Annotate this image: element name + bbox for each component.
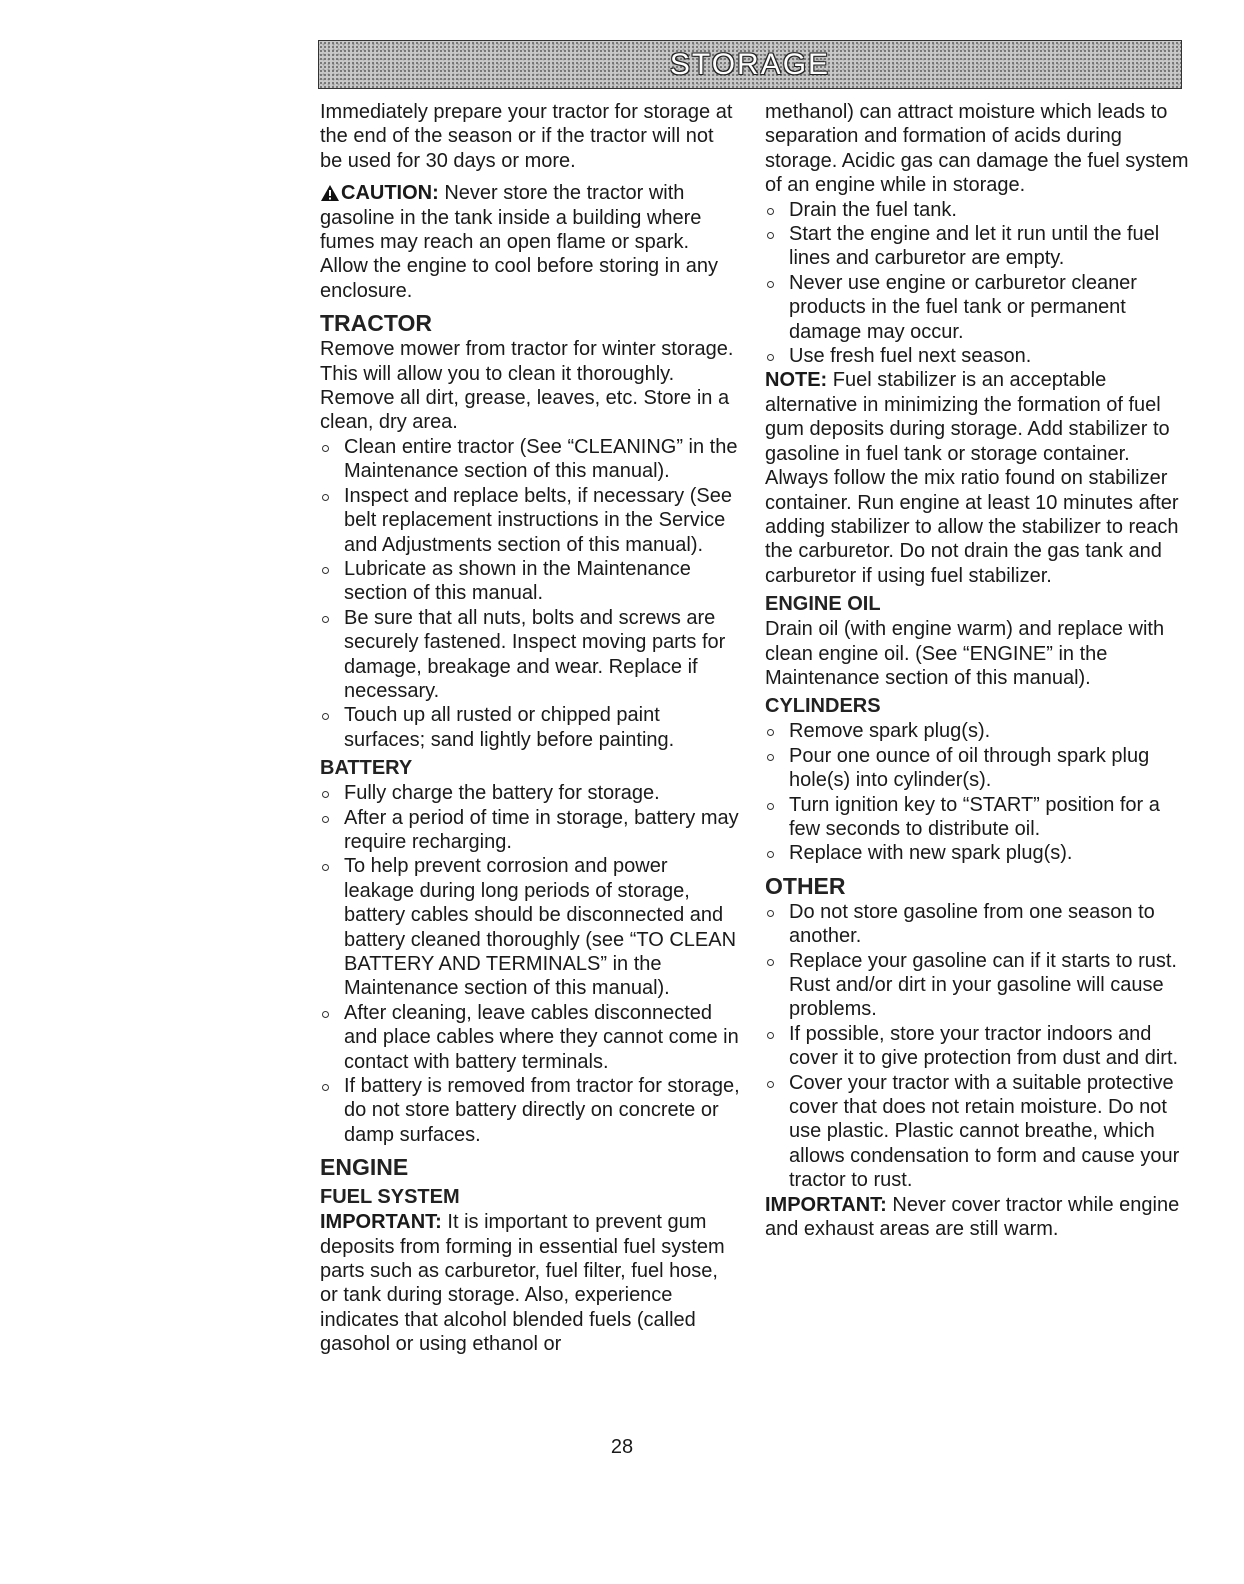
list-item: Use fresh fuel next season. [765,344,1195,368]
tractor-list [320,435,740,752]
caution-text: Never store the tractor with gasoline in the tank inside a building where fumes may reach an open flame or spark. Allow the engine to cool before storing in any enclosure. [320,182,719,302]
note-text: Fuel stabilizer is an acceptable alternative in minimizing the formation of fuel gum deposits during storage. Add stabilizer to gasoline in fuel tank or storage container. Always follow the mix ratio found on stabilizer container. Run engine at least 10 minutes after adding stabilizer to allow the stabilizer to reach the carburetor. Do not drain the gas tank and carburetor if using fuel stabilizer. [765,369,1179,587]
list-item: Be sure that all nuts, bolts and screws are securely fastened. Inspect moving parts for damage, breakage and wear. Replace if necessary. [320,606,740,704]
list-item: If possible, store your tractor indoors and cover it to give protection from dust and dirt. [765,1022,1195,1071]
list-item: Never use engine or carburetor cleaner products in the fuel tank or permanent damage may occur. [765,271,1195,344]
engine-oil-heading: ENGINE OIL [765,593,881,616]
list-item: Drain the fuel tank. [765,198,1195,222]
page-number: 28 [610,1436,634,1458]
warning-triangle-icon [320,184,340,202]
list-item: Fully charge the battery for storage. [320,781,740,805]
list-item: Remove spark plug(s). [765,719,1195,743]
fuel-system-important [320,1210,740,1356]
list-item: Replace with new spark plug(s). [765,841,1195,865]
list-item: Lubricate as shown in the Maintenance section of this manual. [320,557,740,606]
left-column [320,100,740,1357]
fuel-system-heading: FUEL SYSTEM [320,1186,460,1209]
list-item: To help prevent corrosion and power leakage during long periods of storage, battery cables should be disconnected and battery cleaned thoroughly (see “TO CLEAN BATTERY AND TERMINALS” in the Maintenance section of this manual). [320,854,740,1000]
intro-paragraph: Immediately prepare your tractor for storage at the end of the season or if the tractor will not be used for 30 days or more. [320,101,733,172]
important-text: It is important to prevent gum deposits from forming in essential fuel system parts such as carburetor, fuel filter, fuel hose, or tank during storage. Also, experience indicates that alcohol blended fuels (called gasohol or using ethanol or [320,1211,725,1356]
note-label: NOTE: [765,369,828,392]
fuel-system-continued: methanol) can attract moisture which leads to separation and formation of acids during storage. Acidic gas can damage the fuel system of an engine while in storage. [765,101,1189,197]
list-item: Replace your gasoline can if it starts to rust. Rust and/or dirt in your gasoline will cause problems. [765,949,1195,1022]
engine-heading: ENGINE [320,1154,409,1181]
other-important [765,1193,1195,1242]
list-item: Start the engine and let it run until the fuel lines and carburetor are empty. [765,222,1195,271]
list-item: Turn ignition key to “START” position for a few seconds to distribute oil. [765,793,1195,842]
section-title: STORAGE [669,47,831,81]
list-item: Clean entire tractor (See “CLEANING” in the Maintenance section of this manual). [320,435,740,484]
other-list [765,900,1195,1193]
battery-list [320,781,740,1147]
important-text: Never cover tractor while engine and exhaust areas are still warm. [765,1193,1180,1241]
right-column [765,100,1195,1241]
caution-label: CAUTION: [341,182,439,205]
list-item: After cleaning, leave cables disconnected and place cables where they cannot come in contact with battery terminals. [320,1001,740,1074]
battery-heading: BATTERY [320,757,413,780]
list-item: Inspect and replace belts, if necessary (See belt replacement instructions in the Service and Adjustments section of this manual). [320,484,740,557]
note-paragraph [765,368,1195,588]
caution-paragraph [320,181,740,303]
list-item: Pour one ounce of oil through spark plug hole(s) into cylinder(s). [765,744,1195,793]
section-banner [318,40,1182,89]
fuel-list [765,198,1195,369]
list-item: Do not store gasoline from one season to another. [765,900,1195,949]
list-item: After a period of time in storage, battery may require recharging. [320,806,740,855]
tractor-intro: Remove mower from tractor for winter storage. This will allow you to clean it thoroughly. Remove all dirt, grease, leaves, etc. Store in a clean, dry area. [320,338,734,434]
list-item: Touch up all rusted or chipped paint surfaces; sand lightly before painting. [320,703,740,752]
list-item: Cover your tractor with a suitable protective cover that does not retain moisture. Do not use plastic. Plastic cannot breathe, which allows condensation to form and cause your tractor to rust. [765,1071,1195,1193]
cylinders-heading: CYLINDERS [765,695,881,718]
list-item: If battery is removed from tractor for storage, do not store battery directly on concrete or damp surfaces. [320,1074,740,1147]
tractor-heading: TRACTOR [320,310,433,337]
important-label: IMPORTANT: [765,1193,887,1216]
cylinders-list [765,719,1195,865]
engine-oil-text: Drain oil (with engine warm) and replace with clean engine oil. (See “ENGINE” in the Maintenance section of this manual). [765,618,1165,689]
important-label: IMPORTANT: [320,1211,442,1234]
other-heading: OTHER [765,872,846,899]
